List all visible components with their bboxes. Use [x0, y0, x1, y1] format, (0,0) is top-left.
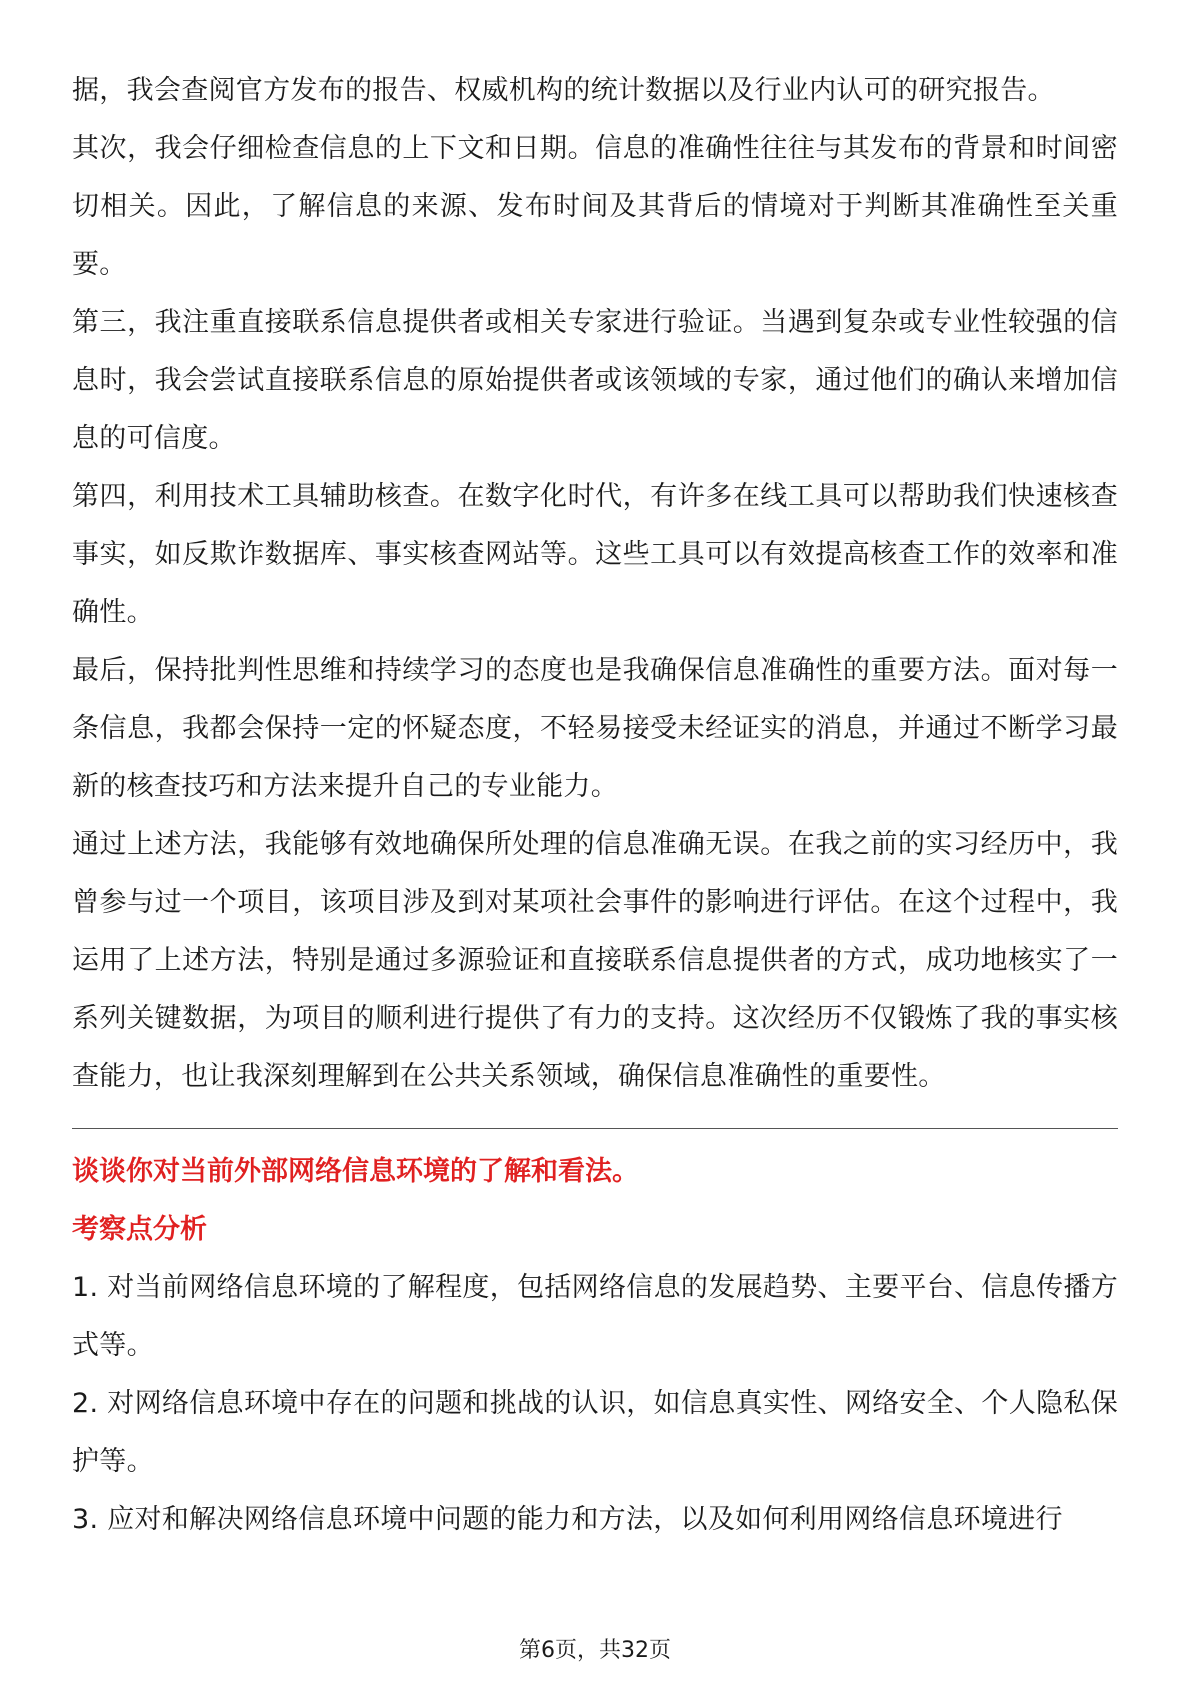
- body-paragraph: 第三，我注重直接联系信息提供者或相关专家进行验证。当遇到复杂或专业性较强的信息时，我会尝试直接联系信息的原始提供者或该领域的专家，通过他们的确认来增加信息的可信度。: [72, 307, 1118, 454]
- question-heading: 谈谈你对当前外部网络信息环境的了解和看法。: [72, 1156, 639, 1187]
- body-paragraph: 其次，我会仔细检查信息的上下文和日期。信息的准确性往往与其发布的背景和时间密切相关。因此，了解信息的来源、发布时间及其背后的情境对于判断其准确性至关重要。: [72, 133, 1118, 280]
- analysis-item: 1. 对当前网络信息环境的了解程度，包括网络信息的发展趋势、主要平台、信息传播方式等。: [72, 1272, 1118, 1361]
- analysis-item: 3. 应对和解决网络信息环境中问题的能力和方法，以及如何利用网络信息环境进行: [72, 1504, 1063, 1535]
- body-paragraph: 第四，利用技术工具辅助核查。在数字化时代，有许多在线工具可以帮助我们快速核查事实，如反欺诈数据库、事实核查网站等。这些工具可以有效提高核查工作的效率和准确性。: [72, 481, 1118, 628]
- document-body: [72, 62, 1118, 1549]
- body-paragraph: 最后，保持批判性思维和持续学习的态度也是我确保信息准确性的重要方法。面对每一条信息，我都会保持一定的怀疑态度，不轻易接受未经证实的消息，并通过不断学习最新的核查技巧和方法来提升自己的专业能力。: [72, 655, 1118, 802]
- body-paragraph: 据，我会查阅官方发布的报告、权威机构的统计数据以及行业内认可的研究报告。: [72, 75, 1055, 106]
- section-divider: [72, 1128, 1118, 1129]
- analysis-item: 2. 对网络信息环境中存在的问题和挑战的认识，如信息真实性、网络安全、个人隐私保护等。: [72, 1388, 1118, 1477]
- body-paragraph: 通过上述方法，我能够有效地确保所处理的信息准确无误。在我之前的实习经历中，我曾参与过一个项目，该项目涉及到对某项社会事件的影响进行评估。在这个过程中，我运用了上述方法，特别是通过多源验证和直接联系信息提供者的方式，成功地核实了一系列关键数据，为项目的顺利进行提供了有力的支持。这次经历不仅锻炼了我的事实核查能力，也让我深刻理解到在公共关系领域，确保信息准确性的重要性。: [72, 829, 1118, 1092]
- page-number-footer: 第6页，共32页: [519, 1638, 671, 1663]
- analysis-label: 考察点分析: [72, 1214, 207, 1245]
